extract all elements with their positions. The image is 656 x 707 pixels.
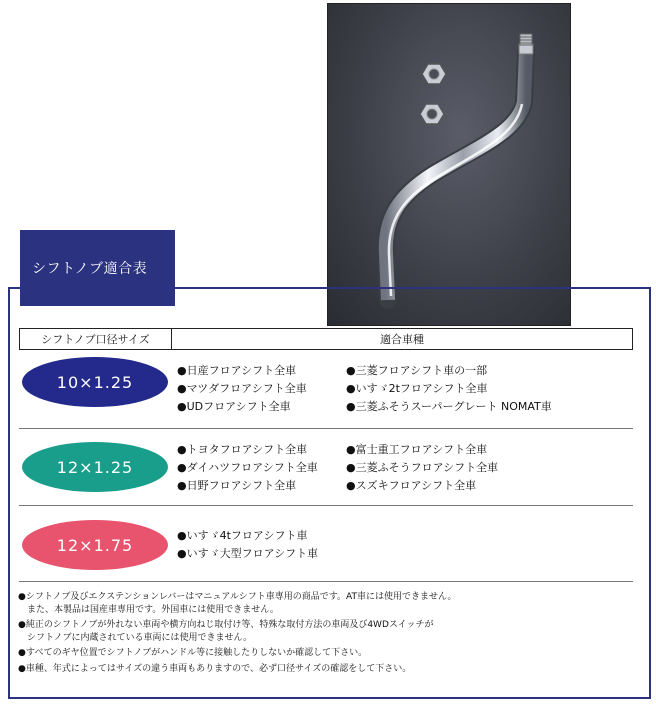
table-header <box>19 328 633 350</box>
vehicle-item: ●三菱フロアシフト車の一部 <box>346 364 488 377</box>
size-label: 10×1.25 <box>56 372 134 392</box>
size-label: 12×1.25 <box>56 457 134 477</box>
title-text: シフトノブ適合表 <box>32 261 148 277</box>
size-badge <box>22 442 168 492</box>
vehicle-item: ●いすゞ4tフロアシフト車 <box>177 529 308 542</box>
vehicle-item: ●スズキフロアシフト全車 <box>346 479 477 492</box>
vehicle-item: ●マツダフロアシフト全車 <box>177 382 307 395</box>
note-item <box>18 591 638 616</box>
vehicle-item: ●ダイハツフロアシフト全車 <box>177 461 318 474</box>
note-line: また、本製品は国産車専用です。外国車には使用できません。 <box>18 604 279 615</box>
notes <box>18 591 638 678</box>
note-item <box>18 647 638 660</box>
note-line: ●すべてのギヤ位置でシフトノブがハンドル等に接触したりしないか確認して下さい。 <box>18 648 368 658</box>
vehicle-list-left <box>177 362 307 416</box>
vehicle-item: ●日産フロアシフト全車 <box>177 364 297 377</box>
note-line: ●車種、年式によってはサイズの違う車両もありますので、必ず口径サイズの確認をして下さい。 <box>18 663 412 674</box>
nut-icon <box>422 64 446 84</box>
vehicle-list-right <box>346 441 498 495</box>
page-title <box>20 230 175 306</box>
vehicle-item: ●トヨタフロアシフト全車 <box>177 443 308 456</box>
header-vehicles: 適合車種 <box>380 333 424 346</box>
vehicle-item: ●三菱ふそうフロアシフト全車 <box>346 461 499 474</box>
vehicle-list-right <box>346 362 552 416</box>
note-item <box>18 619 638 644</box>
vehicle-item: ●UDフロアシフト全車 <box>177 400 291 413</box>
vehicle-item: ●日野フロアシフト全車 <box>177 479 297 492</box>
vehicle-item: ●いすゞ2tフロアシフト全車 <box>346 382 488 395</box>
vehicle-item: ●いすゞ大型フロアシフト車 <box>177 547 319 560</box>
vehicle-list-left <box>177 527 318 563</box>
shift-lever-extension-image <box>328 4 570 325</box>
size-label: 12×1.75 <box>56 535 134 555</box>
vehicle-list-left <box>177 441 318 495</box>
size-badge <box>22 357 168 407</box>
vehicle-item: ●三菱ふそうスーパーグレート NOMAT車 <box>346 400 552 413</box>
nut-icon <box>420 104 444 124</box>
row-divider <box>19 581 633 582</box>
note-line: シフトノブに内蔵されている車両には使用できません。 <box>18 632 253 643</box>
vehicle-item: ●富士重工フロアシフト全車 <box>346 443 488 456</box>
note-line: ●純正のシフトノブが外れない車両や横方向ねじ取付け等、特殊な取付方法の車両及び4WDスイッチが <box>18 620 434 630</box>
product-photo <box>327 3 571 326</box>
header-size: シフトノブ口径サイズ <box>20 329 172 349</box>
note-item <box>18 663 638 676</box>
row-divider <box>19 428 633 429</box>
note-line: ●シフトノブ及びエクステンションレバーはマニュアルシフト車専用の商品です。AT車には使用できません。 <box>18 592 457 602</box>
size-badge <box>22 520 168 570</box>
row-divider <box>19 505 633 506</box>
